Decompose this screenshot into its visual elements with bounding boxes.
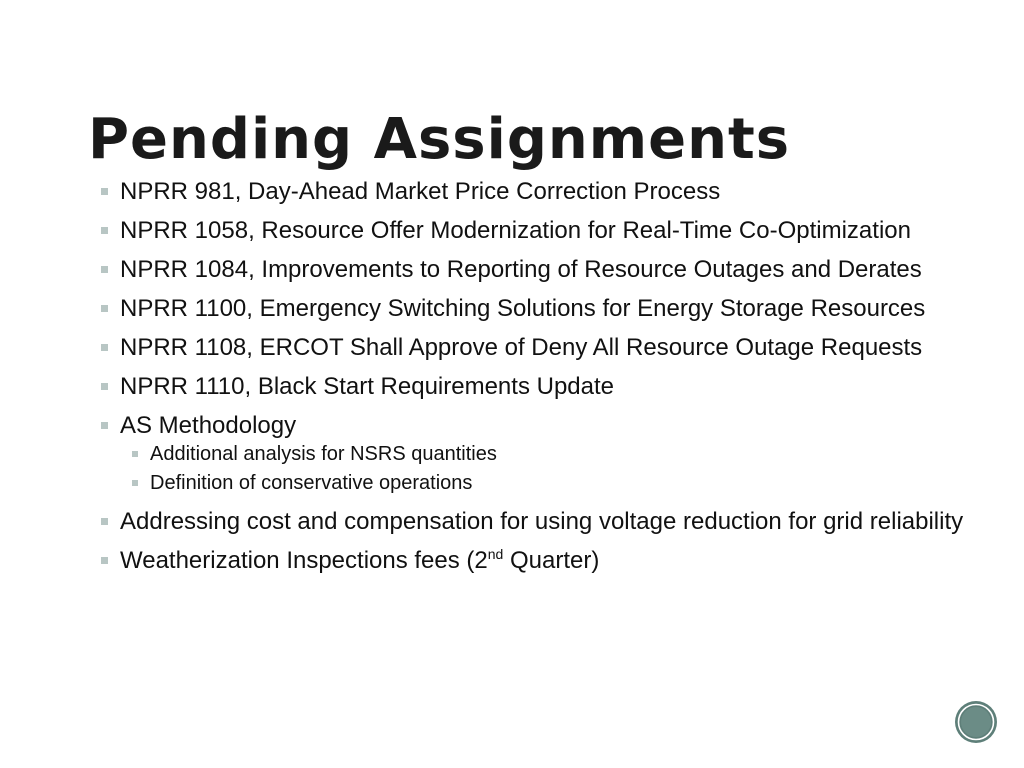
bullet-item <box>98 336 978 359</box>
ordinal-suffix: nd <box>487 546 504 562</box>
bullet-text: NPRR 1110, Black Start Requirements Update <box>120 373 615 400</box>
bullet-text: NPRR 981, Day-Ahead Market Price Correction Process <box>120 178 721 205</box>
bullet-text: Addressing cost and compensation for using voltage reduction for grid reliability <box>120 508 964 535</box>
sub-bullet-item: Additional analysis for NSRS quantities <box>120 443 978 465</box>
bullet-text: NPRR 1100, Emergency Switching Solutions for Energy Storage Resources <box>120 295 926 322</box>
bullet-item <box>98 258 978 281</box>
bullet-item <box>98 414 978 494</box>
bullet-text: NPRR 1058, Resource Offer Modernization for Real-Time Co-Optimization <box>120 217 911 244</box>
sub-bullet-item: Definition of conservative operations <box>120 472 978 494</box>
bullet-text: AS Methodology <box>120 412 297 439</box>
bullet-item <box>98 180 978 203</box>
bullet-item <box>98 297 978 320</box>
bullet-text-after: Quarter) <box>503 547 600 574</box>
bullet-item <box>98 546 978 574</box>
bullet-text-before: Weatherization Inspections fees (2 <box>120 547 488 574</box>
bullet-text: NPRR 1108, ERCOT Shall Approve of Deny All Resource Outage Requests <box>120 334 923 361</box>
circle-badge-icon <box>954 700 998 744</box>
slide-title: Pending Assignments <box>88 107 791 172</box>
bullet-item <box>98 375 978 398</box>
bullet-item <box>98 219 978 242</box>
sub-bullet-list <box>120 443 978 494</box>
bullet-text: NPRR 1084, Improvements to Reporting of Resource Outages and Derates <box>120 256 922 283</box>
bullet-item <box>98 510 978 533</box>
bullet-list <box>98 180 978 588</box>
